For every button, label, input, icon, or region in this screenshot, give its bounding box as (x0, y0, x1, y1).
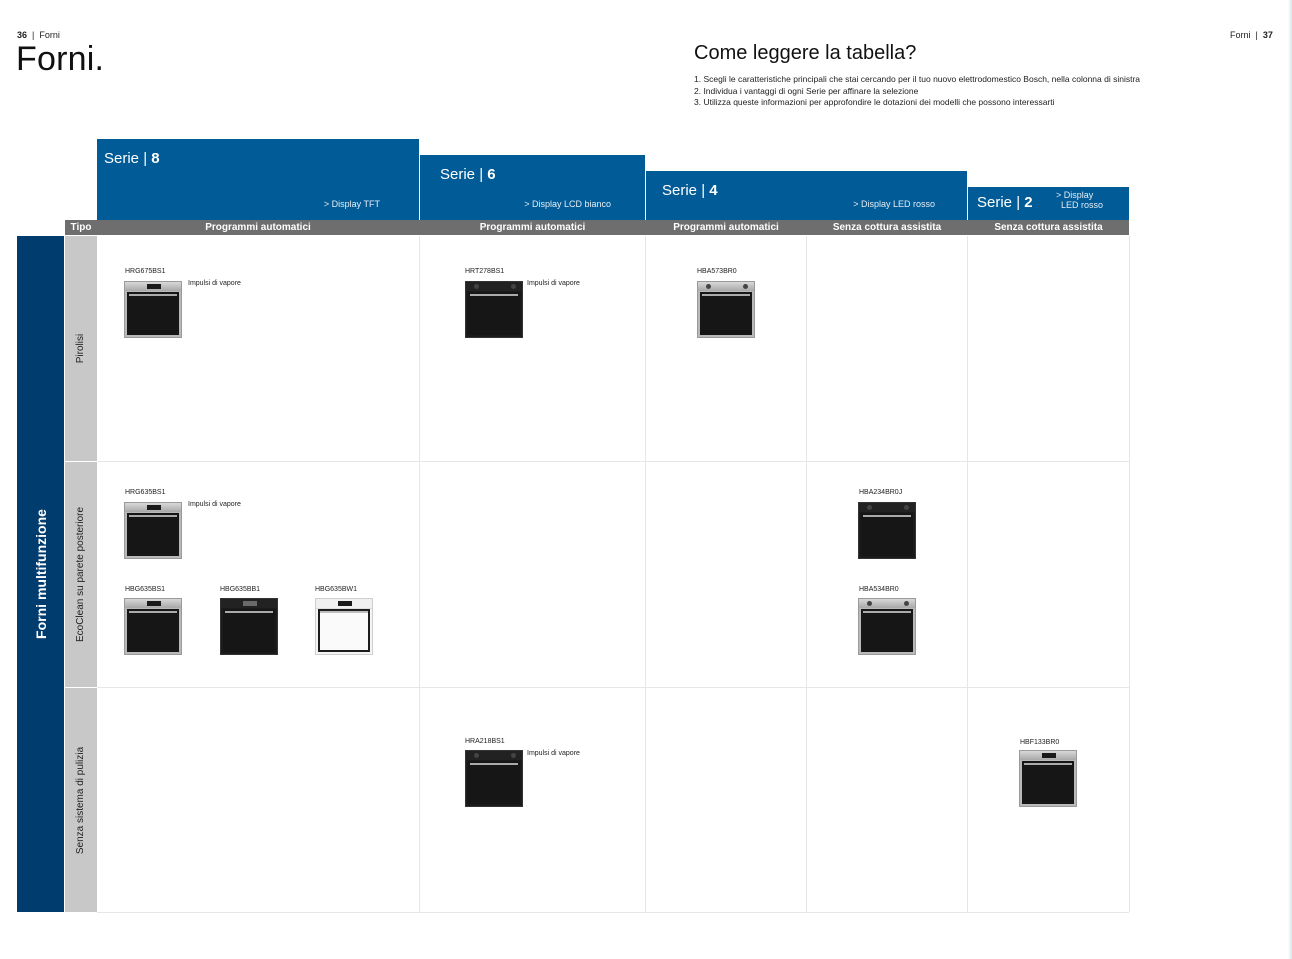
page-number-left: 36 | Forni (17, 30, 60, 40)
product-model[interactable]: HBA234BR0J (859, 489, 903, 496)
oven-image[interactable] (220, 598, 278, 655)
product-model[interactable]: HRG675BS1 (125, 268, 166, 275)
serie-8-display: > Display TFT (323, 199, 380, 209)
product-model[interactable]: HRA218BS1 (465, 738, 505, 745)
column-header: Programmi automatici (479, 222, 586, 233)
oven-image[interactable] (465, 750, 523, 807)
serie-6-header (420, 155, 645, 220)
oven-image[interactable] (858, 598, 916, 655)
grid-line (1129, 236, 1130, 912)
page-edge (1288, 0, 1292, 959)
serie-6-display: > Display LCD bianco (524, 199, 611, 209)
row-label-ecoclean: EcoClean su parete posteriore (65, 462, 97, 687)
product-model[interactable]: HBG635BS1 (125, 586, 166, 593)
product-model[interactable]: HBA573BR0 (697, 268, 737, 275)
serie-2-header (968, 187, 1129, 220)
oven-image[interactable] (124, 281, 182, 338)
page-title: Forni. (16, 40, 105, 78)
product-model[interactable]: HBG635BW1 (315, 586, 358, 593)
oven-image[interactable] (124, 502, 182, 559)
grid-line (806, 236, 807, 912)
product-model[interactable]: HBG635BB1 (220, 586, 261, 593)
product-note: Impulsi di vapore (527, 750, 580, 757)
serie-4-label: Serie | 4 (662, 182, 718, 199)
oven-image[interactable] (124, 598, 182, 655)
serie-2-display: > Display LED rosso (1056, 190, 1104, 210)
how-to-step: 3. Utilizza queste informazioni per approfondire le dotazioni dei modelli che possono interessarti (694, 97, 1055, 107)
grid-line (419, 236, 420, 912)
column-header-tipo: Tipo (65, 220, 97, 235)
serie-8-header (97, 139, 419, 220)
column-header: Senza cottura assistita (994, 222, 1103, 233)
oven-image[interactable] (315, 598, 373, 655)
serie-2-label: Serie | 2 (977, 194, 1033, 211)
grid-line (97, 912, 1129, 913)
page-number-right: Forni | 37 (1230, 30, 1273, 40)
how-to-title: Come leggere la tabella? (694, 42, 917, 64)
row-label-pirolisi: Pirolisi (65, 236, 97, 461)
how-to-step: 2. Individua i vantaggi di ogni Serie per affinare la selezione (694, 85, 919, 96)
product-model[interactable]: HBF133BR0 (1020, 739, 1060, 746)
grid-line (97, 687, 1129, 688)
grid-line (97, 461, 1129, 462)
serie-4-header (646, 171, 967, 220)
oven-image[interactable] (697, 281, 755, 338)
serie-8-label: Serie | 8 (104, 150, 160, 167)
how-to-step: 1. Scegli le caratteristiche principali che stai cercando per il tuo nuovo elettrodomestico Bosch, nella colonna di sinistra (694, 74, 1141, 84)
column-header: Programmi automatici (673, 222, 779, 233)
product-note: Impulsi di vapore (188, 280, 241, 287)
category-label: Forni multifunzione (32, 509, 49, 639)
product-model[interactable]: HRG635BS1 (125, 489, 166, 496)
product-model[interactable]: HBA534BR0 (859, 586, 899, 593)
oven-image[interactable] (1019, 750, 1077, 807)
product-note: Impulsi di vapore (188, 501, 241, 508)
grid-line (645, 236, 646, 912)
oven-image[interactable] (465, 281, 523, 338)
serie-6-label: Serie | 6 (440, 166, 496, 183)
how-to-steps (694, 74, 1140, 109)
serie-4-display: > Display LED rosso (853, 199, 935, 209)
product-note: Impulsi di vapore (527, 280, 580, 287)
row-label-senza-pulizia: Senza sistema di pulizia (65, 688, 97, 912)
column-header: Senza cottura assistita (832, 222, 942, 233)
column-header: Programmi automatici (205, 222, 311, 233)
oven-image[interactable] (858, 502, 916, 559)
grid-line (967, 236, 968, 912)
product-model[interactable]: HRT278BS1 (465, 268, 505, 275)
